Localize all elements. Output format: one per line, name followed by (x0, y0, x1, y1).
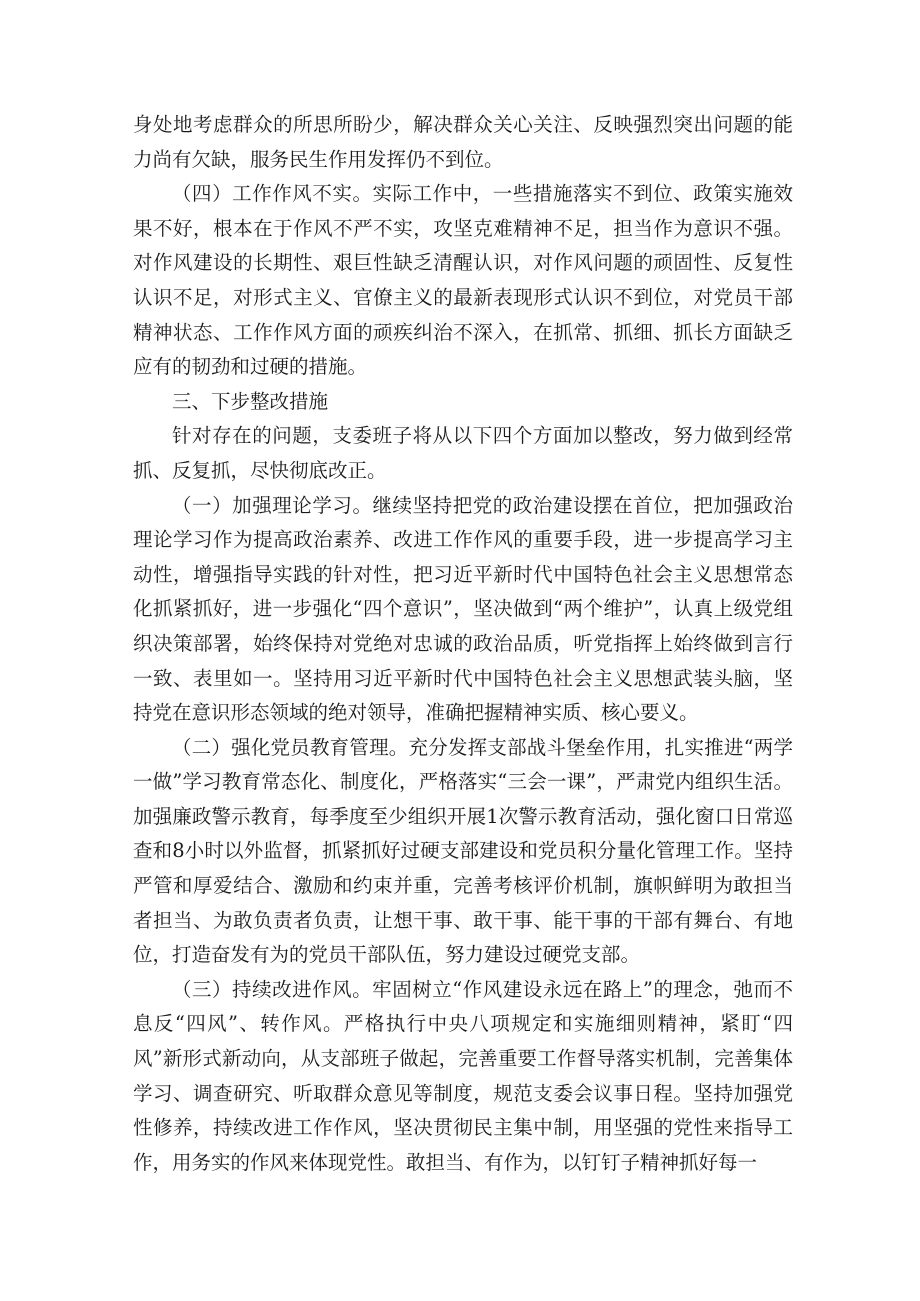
paragraph-intro: 针对存在的问题，支委班子将从以下四个方面加以整改，努力做到经常抓、反复抓，尽快彻底改正。 (133, 424, 793, 482)
paragraph-improve-style: （三）持续改进作风。牢固树立“作风建设永远在路上”的理念，弛而不息反“四风”、转作风。严格执行中央八项规定和实施细则精神，紧盯“四风”新形式新动向，从支部班子做起，完善重要工作督导落实机制，完善集体学习、调查研究、听取群众意见等制度，规范支委会议事日程。坚持加强党性修养，持续改进工作作风，坚决贯彻民主集中制，用坚强的党性来指导工作，用务实的作风来体现党性。敢担当、有作为，以钉钉子精神抓好每一 (133, 977, 793, 1174)
document-body (133, 108, 793, 1180)
paragraph-member-education: （二）强化党员教育管理。充分发挥支部战斗堡垒作用，扎实推进“两学一做”学习教育常态化、制度化，严格落实“三会一课”，严肃党内组织生活。加强廉政警示教育，每季度至少组织开展1次警示教育活动，强化窗口日常巡查和8小时以外监督，抓紧抓好过硬支部建设和党员积分量化管理工作。坚持严管和厚爱结合、激励和约束并重，完善考核评价机制，旗帜鲜明为敢担当者担当、为敢负责者负责，让想干事、敢干事、能干事的干部有舞台、有地位，打造奋发有为的党员干部队伍，努力建设过硬党支部。 (133, 735, 793, 967)
section-heading-rectification: 三、下步整改措施 (172, 389, 329, 413)
paragraph-theory-study: （一）加强理论学习。继续坚持把党的政治建设摆在首位，把加强政治理论学习作为提高政治素养、改进工作作风的重要手段，进一步提高学习主动性，增强指导实践的针对性，把习近平新时代中国特色社会主义思想常态化抓紧抓好，进一步强化“四个意识”，坚决做到“两个维护”，认真上级党组织决策部署，始终保持对党绝对忠诚的政治品质，听党指挥上始终做到言行一致、表里如一。坚持用习近平新时代中国特色社会主义思想武装头脑，坚持党在意识形态领域的绝对领导，准确把握精神实质、核心要义。 (133, 493, 793, 725)
paragraph-work-style: （四）工作作风不实。实际工作中，一些措施落实不到位、政策实施效果不好，根本在于作风不严不实，攻坚克难精神不足，担当作为意识不强。对作风建设的长期性、艰巨性缺乏清醒认识，对作风问题的顽固性、反复性认识不足，对形式主义、官僚主义的最新表现形式认识不到位，对党员干部精神状态、工作作风方面的顽疾纠治不深入，在抓常、抓细、抓长方面缺乏应有的韧劲和过硬的措施。 (133, 182, 793, 379)
paragraph-continuation: 身处地考虑群众的所思所盼少，解决群众关心关注、反映强烈突出问题的能力尚有欠缺，服务民生作用发挥仍不到位。 (133, 113, 793, 171)
